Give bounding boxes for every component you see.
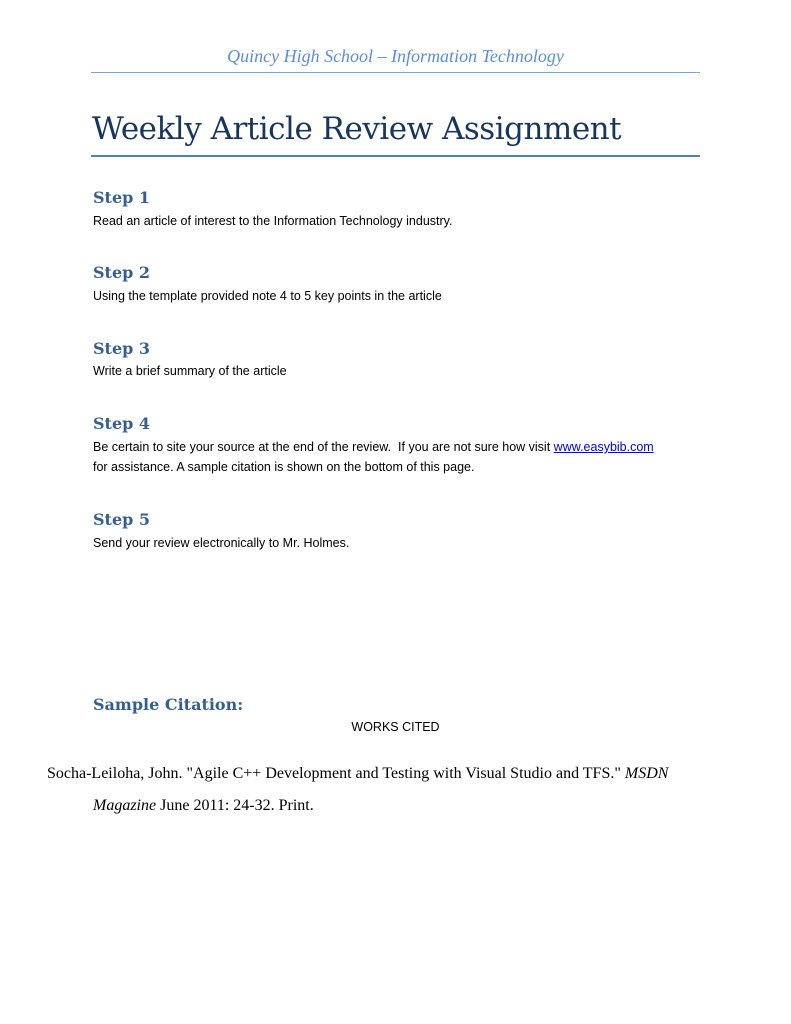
step-1-heading: Step 1 (93, 188, 151, 207)
step-4-text (93, 437, 713, 477)
citation-part-1: Socha-Leiloha, John. "Agile C++ Development and Testing with Visual Studio and TFS." (47, 765, 625, 782)
step-2-text: Using the template provided note 4 to 5 key points in the article (93, 289, 442, 303)
step-5-heading: Step 5 (93, 510, 151, 529)
citation-part-2: June 2011: 24-32. Print. (156, 797, 314, 814)
citation-line-1 (47, 765, 668, 783)
citation-line-2 (93, 797, 314, 815)
sample-citation-heading: Sample Citation: (93, 695, 244, 714)
title-divider (91, 155, 700, 157)
step-3-heading: Step 3 (93, 339, 151, 358)
step-3-text: Write a brief summary of the article (93, 364, 287, 378)
step-4-text-before: Be certain to site your source at the end of the review. If you are not sure how visit (93, 440, 554, 454)
header-divider (91, 72, 700, 73)
easybib-link[interactable]: www.easybib.com (553, 440, 654, 454)
step-4-text-after: for assistance. A sample citation is shown on the bottom of this page. (93, 460, 475, 474)
step-1-text: Read an article of interest to the Information Technology industry. (93, 214, 453, 228)
step-2-heading: Step 2 (93, 263, 151, 282)
citation-journal-1: MSDN (624, 765, 669, 782)
page-header: Quincy High School – Information Technology (227, 46, 564, 66)
works-cited-label: WORKS CITED (351, 720, 440, 734)
citation-journal-2: Magazine (93, 797, 157, 814)
step-4-heading: Step 4 (93, 414, 151, 433)
step-5-text: Send your review electronically to Mr. Holmes. (93, 536, 350, 550)
page-title: Weekly Article Review Assignment (92, 111, 622, 147)
